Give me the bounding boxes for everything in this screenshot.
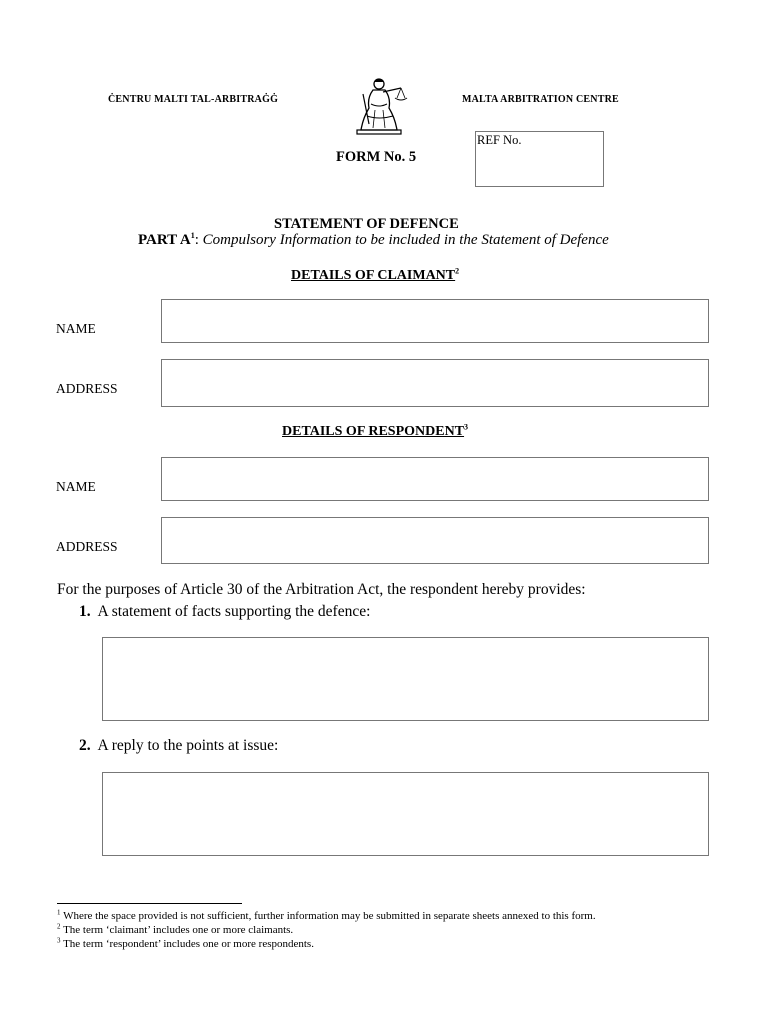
respondent-address-label: ADDRESS bbox=[56, 539, 118, 554]
claimant-heading-text: DETAILS OF CLAIMANT bbox=[291, 268, 456, 283]
footnote-2-text: The term ‘claimant’ includes one or more claimants. bbox=[63, 924, 294, 936]
respondent-name-field[interactable] bbox=[161, 457, 709, 501]
claimant-address-label: ADDRESS bbox=[56, 381, 118, 396]
footnote-2 bbox=[57, 924, 293, 936]
footnote-3-number: 3 bbox=[57, 936, 61, 945]
page-title: STATEMENT OF DEFENCE bbox=[274, 216, 459, 232]
intro-text: For the purposes of Article 30 of the Arbitration Act, the respondent hereby provides: bbox=[57, 581, 586, 598]
part-a-line bbox=[138, 232, 609, 249]
justice-figure-icon bbox=[349, 74, 409, 136]
footnote-1 bbox=[57, 910, 596, 922]
claimant-heading-sup: 2 bbox=[455, 266, 460, 276]
footnote-2-number: 2 bbox=[57, 922, 61, 931]
respondent-heading-sup: 3 bbox=[464, 422, 469, 432]
item-1 bbox=[79, 603, 370, 621]
footnote-divider bbox=[57, 903, 242, 904]
item-1-text: A statement of facts supporting the defence: bbox=[97, 603, 371, 620]
claimant-name-field[interactable] bbox=[161, 299, 709, 343]
claimant-name-label: NAME bbox=[56, 321, 96, 336]
claimant-address-field[interactable] bbox=[161, 359, 709, 407]
respondent-address-field[interactable] bbox=[161, 517, 709, 564]
statement-of-facts-field[interactable] bbox=[102, 637, 709, 721]
item-1-number: 1. bbox=[79, 603, 91, 620]
form-number: FORM No. 5 bbox=[336, 149, 417, 165]
header-right-org: MALTA ARBITRATION CENTRE bbox=[462, 94, 619, 105]
respondent-name-label: NAME bbox=[56, 479, 96, 494]
part-a-label: PART A bbox=[138, 232, 191, 248]
claimant-heading bbox=[291, 268, 459, 284]
respondent-heading bbox=[282, 424, 468, 440]
footnote-3-text: The term ‘respondent’ includes one or more respondents. bbox=[63, 938, 314, 950]
footnote-3 bbox=[57, 938, 314, 950]
reply-points-field[interactable] bbox=[102, 772, 709, 856]
respondent-heading-text: DETAILS OF RESPONDENT bbox=[282, 424, 465, 439]
ref-no-label: REF No. bbox=[477, 133, 522, 147]
header-left-org: ĊENTRU MALTI TAL-ARBITRAĠĠ bbox=[108, 94, 279, 105]
footnote-1-number: 1 bbox=[57, 908, 61, 917]
item-2-number: 2. bbox=[79, 737, 91, 754]
item-2 bbox=[79, 737, 278, 755]
ref-no-box[interactable] bbox=[475, 131, 604, 187]
part-a-colon: : bbox=[194, 232, 199, 248]
footnote-1-text: Where the space provided is not sufficient, further information may be submitted in separate sheets annexed to this form. bbox=[63, 910, 596, 922]
part-a-sup: 1 bbox=[190, 231, 195, 240]
item-2-text: A reply to the points at issue: bbox=[97, 737, 279, 754]
part-a-text: Compulsory Information to be included in the Statement of Defence bbox=[202, 232, 609, 248]
